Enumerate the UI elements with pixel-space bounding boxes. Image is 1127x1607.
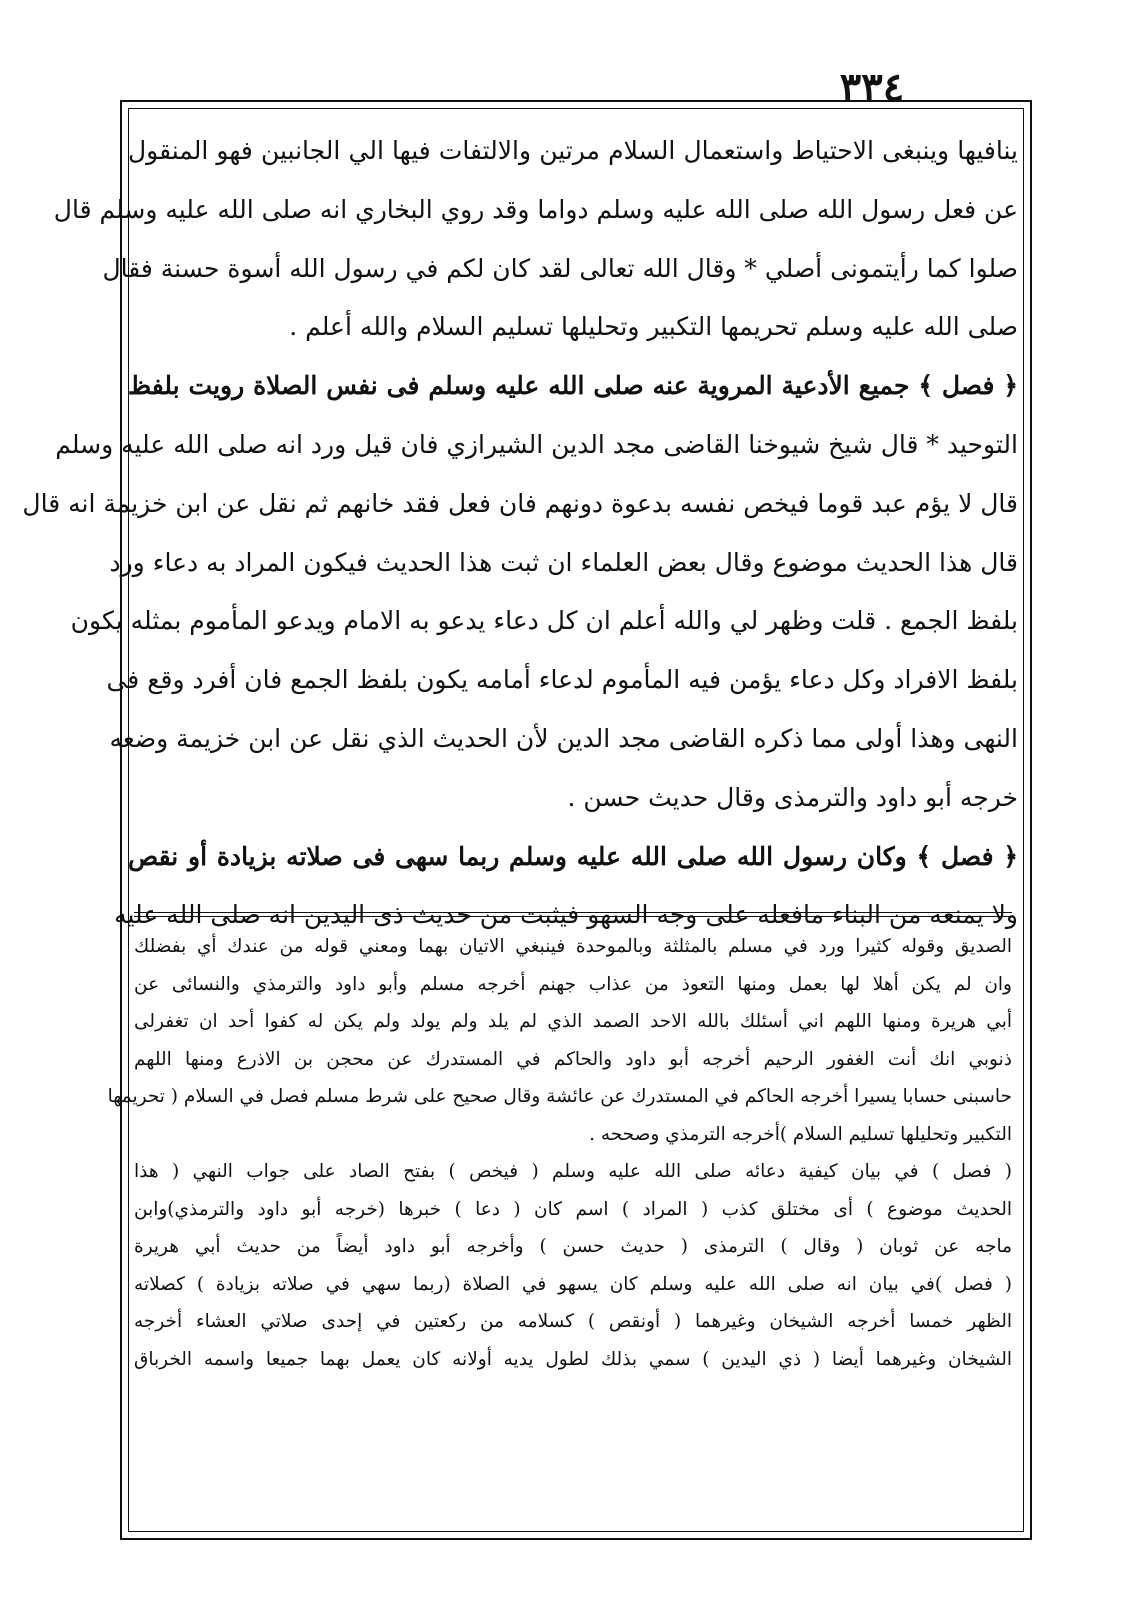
main-line: قال لا يؤم عبد قوما فيخص نفسه بدعوة دونهم فان فعل فقد خانهم ثم نقل عن ابن خزيمة انه قال <box>22 488 1018 518</box>
note-line: الشيخان وغيرهما أيضا ( ذي اليدين ) سمي بذلك لطول يديه أولانه كان يعمل بهما جميعا واسمه الخرباق <box>134 1348 1012 1370</box>
main-line: التوحيد * قال شيخ شيوخنا القاضى مجد الدين الشيرازي فان قيل ورد انه صلى الله عليه وسلم <box>55 429 1018 459</box>
main-text <box>22 122 1018 945</box>
main-line: ولا يمنعه من البناء مافعله على وجه السهو فيثبت من حديث ذى اليدين انه صلى الله عليه <box>114 900 1018 930</box>
footnote-commentary <box>107 928 1012 1378</box>
main-line-section-heading: ﴿ فصل ﴾ وكان رسول الله صلى الله عليه وسلم ربما سهى فى صلاته بزيادة أو نقص <box>128 841 1018 871</box>
footnote-separator-double <box>134 916 1012 917</box>
note-line: الحديث موضوع ) أى مختلق كذب ( المراد ) اسم كان ( دعا ) خبرها (خرجه أبو داود والترمذي)وابن <box>134 1198 1012 1220</box>
main-line: صلى الله عليه وسلم تحريمها التكبير وتحليلها تسليم السلام والله أعلم . <box>289 312 1018 342</box>
note-line: أبي هريرة ومنها اللهم اني أسئلك بالله الاحد الصمد الذي لم يلد ولم يولد ولم يكن له كفوا أحد ان تغفرلى <box>134 1011 1012 1032</box>
note-line: الصديق وقوله كثيرا ورد في مسلم بالمثلثة وبالموحدة فينبغي الاتيان بهما ومعني قوله من عندك أي بفضلك <box>134 936 1012 957</box>
main-line: بلفظ الافراد وكل دعاء يؤمن فيه المأموم لدعاء أمامه يكون بلفظ الجمع فان أفرد وقع فى <box>106 665 1018 695</box>
main-line: عن فعل رسول الله صلى الله عليه وسلم دواما وقد روي البخاري انه صلى الله عليه وسلم قال <box>53 194 1018 224</box>
main-line: قال هذا الحديث موضوع وقال بعض العلماء ان ثبت هذا الحديث فيكون المراد به دعاء ورد <box>109 547 1018 577</box>
note-line: ( فصل )في بيان انه صلى الله عليه وسلم كان يسهو في الصلاة (ربما سهي في صلاته بزيادة ) كصلاته <box>134 1273 1012 1295</box>
footnote-separator <box>134 912 1012 913</box>
main-line: خرجه أبو داود والترمذى وقال حديث حسن . <box>567 782 1018 812</box>
note-line: التكبير وتحليلها تسليم السلام )أخرجه الترمذي وصححه . <box>589 1123 1012 1145</box>
main-line: بلفظ الجمع . قلت وظهر لي والله أعلم ان كل دعاء يدعو به الامام ويدعو المأموم بمثله يكون <box>70 606 1018 636</box>
main-line: صلوا كما رأيتمونى أصلي * وقال الله تعالى لقد كان لكم في رسول الله أسوة حسنة فقال <box>102 253 1018 283</box>
main-line: النهى وهذا أولى مما ذكره القاضى مجد الدين لأن الحديث الذي نقل عن ابن خزيمة وضعه <box>109 723 1018 753</box>
note-line: الظهر خمسا أخرجه الشيخان وغيرهما ( أونقص ) كسلامه من ركعتين في إحدى صلاتي العشاء أخرجه <box>134 1311 1012 1332</box>
main-line-section-heading: ﴿ فصل ﴾ جميع الأدعية المروية عنه صلى الله عليه وسلم فى نفس الصلاة رويت بلفظ <box>128 371 1018 401</box>
note-line: ( فصل ) في بيان كيفية دعائه صلى الله عليه وسلم ( فيخص ) بفتح الصاد على جواب النهي ( هذا <box>134 1161 1012 1182</box>
main-line: ينافيها وينبغى الاحتياط واستعمال السلام مرتين والالتفات فيها الي الجانبين فهو المنقول <box>128 136 1018 165</box>
note-line: ذنوبي انك أنت الغفور الرحيم أخرجه أبو داود والحاكم في المستدرك عن محجن بن الاذرع ومنها اللهم <box>134 1048 1012 1070</box>
note-line: ماجه عن ثوبان ( وقال ) الترمذى ( حديث حسن ) وأخرجه أبو داود أيضاً من حديث أبي هريرة <box>134 1236 1012 1257</box>
note-line: وان لم يكن أهلا لها بعمل ومنها التعوذ من عذاب جهنم أخرجه مسلم وأبو داود والترمذي والنسائى عن <box>134 973 1012 995</box>
note-line: حاسبنى حسابا يسيرا أخرجه الحاكم في المستدرك عن عائشة وقال صحيح على شرط مسلم فصل في السلام ( تحريمها <box>107 1086 1012 1107</box>
page-number: ٣٣٤ <box>839 64 905 111</box>
